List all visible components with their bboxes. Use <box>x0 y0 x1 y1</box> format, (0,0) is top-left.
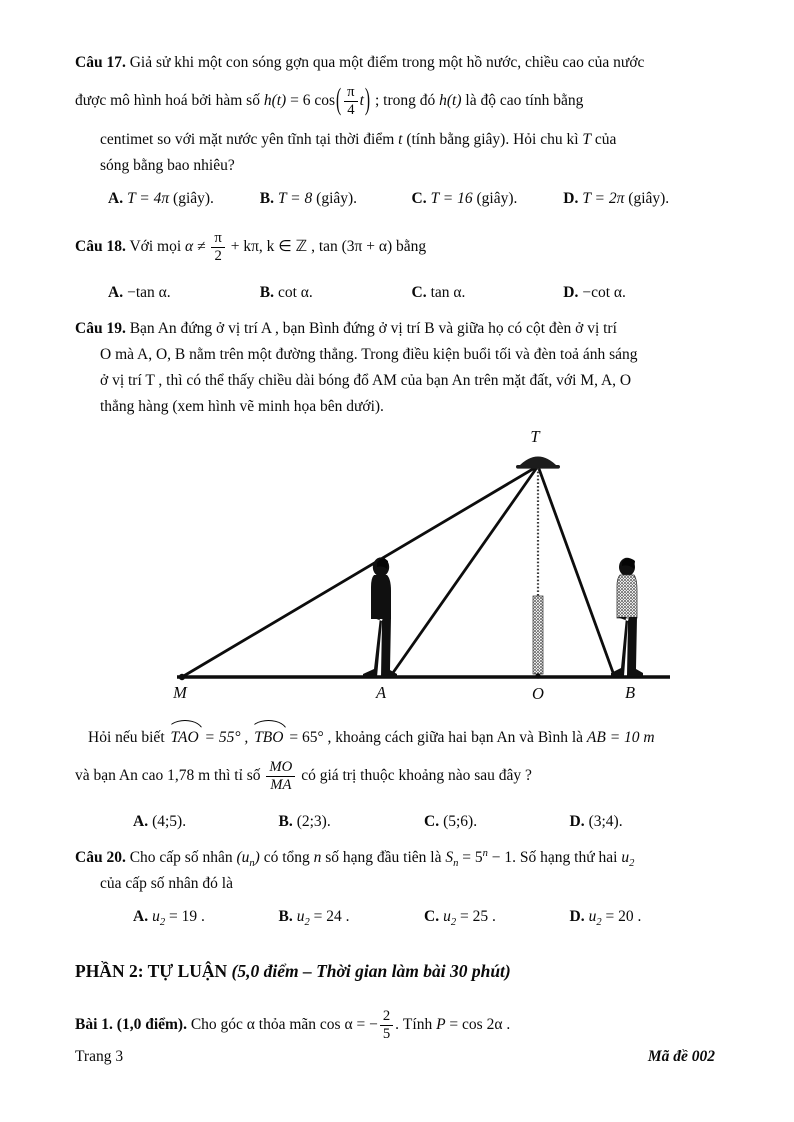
answer-option-b: B. (2;3). <box>278 812 331 830</box>
exam-code: Mã đề 002 <box>647 1048 715 1065</box>
part2-title: PHẦN 2: TỰ LUẬN <box>75 960 228 981</box>
point-O-dot <box>535 673 540 678</box>
q19-line4: thẳng hàng (xem hình vẽ minh họa bên dưới). <box>100 397 384 415</box>
answer-option-d: D. (3;4). <box>569 812 623 830</box>
angle-TBO: TBO <box>252 722 285 751</box>
fraction-pi-over-4: $\frac{\pi}{4}$ <box>344 84 357 119</box>
q17-line4: sóng bằng bao nhiêu? <box>100 156 235 174</box>
fraction-2-over-5: $\frac{2}{5}$ <box>380 1008 393 1043</box>
math-h-of-t: h(t) <box>263 92 287 110</box>
q18-label: Câu 18. <box>75 238 126 256</box>
question-20 <box>75 845 715 930</box>
question-19 <box>75 316 715 420</box>
answer-option-c: C. (5;6). <box>424 812 478 830</box>
page-footer <box>75 1044 715 1070</box>
fraction-MO-over-MA: $\frac{MO}{MA}$ <box>266 759 295 794</box>
q17-line1: Câu 17. Giả sử khi một con sóng gợn qua một điểm trong một hồ nước, chiều cao của nước <box>75 54 645 71</box>
math-h-of-t-2: h(t) <box>439 92 462 110</box>
answer-option-a: A. T = 4π (giây). <box>108 189 214 207</box>
question-18 <box>75 222 715 306</box>
answer-option-a: A. $u_2 = 19$ . <box>133 907 205 928</box>
label-O: O <box>532 683 544 703</box>
figure-lamp-diagram <box>135 426 715 720</box>
question-17 <box>75 50 715 212</box>
answer-option-c: C. T = 16 (giây). <box>411 189 518 207</box>
fraction-pi-over-2: $\frac{\pi}{2}$ <box>211 230 224 265</box>
page-number: Trang 3 <box>75 1048 124 1065</box>
q19-label: Câu 19. <box>75 319 126 337</box>
point-M-dot <box>179 674 185 680</box>
math-t: t <box>359 92 364 110</box>
person-an <box>363 557 397 677</box>
answer-option-d: D. T = 2π (giây). <box>563 189 670 207</box>
q20-answers <box>133 904 715 930</box>
q20-line1: Câu 20. Cho cấp số nhân $(u_n)$ có tổng n số hạng đầu tiên là $S_n = 5^n - 1$. Số hạng thứ hai $u_2$ <box>75 847 635 869</box>
q17-formula-line: được mô hình hoá bởi hàm số h(t) = 6 cos( $\frac{\pi}{4}$ t) ; trong đó h(t) là độ cao tính bằng <box>75 76 715 127</box>
q18-answers <box>108 280 715 306</box>
answer-option-b: B. T = 8 (giây). <box>259 189 358 207</box>
q19-line1: Câu 19. Bạn An đứng ở vị trí A , bạn Bình đứng ở vị trí B và giữa họ có cột đèn ở vị trí <box>75 319 617 337</box>
answer-option-b: B. cot α. <box>259 283 313 301</box>
q17-answers <box>108 186 715 212</box>
label-M: M <box>173 682 187 702</box>
lamp-pole-base <box>533 596 543 674</box>
q19-answers <box>133 809 715 835</box>
question-19-part2 <box>75 722 715 835</box>
label-A: A <box>375 682 387 702</box>
ray-M-T <box>182 466 538 677</box>
part2-subtitle: (5,0 điểm – Thời gian làm bài 30 phút) <box>227 960 511 981</box>
q19b-line1: Hỏi nếu biết TAO = 55° , TBO = 65° , khoảng cách giữa hai bạn An và Bình là AB = 10 m <box>75 722 715 751</box>
q20-line2: của cấp số nhân đó là <box>100 874 233 892</box>
q19-line2: O mà A, O, B nằm trên một đường thẳng. Trong điều kiện buổi tối và đèn toả ánh sáng <box>100 345 638 363</box>
q20-label: Câu 20. <box>75 848 126 866</box>
answer-option-b: B. $u_2 = 24$ . <box>278 907 350 928</box>
answer-option-a: A. −tan α. <box>108 283 171 301</box>
lamp-head-rim <box>516 465 560 469</box>
q19-line3: ở vị trí T , thì có thể thấy chiều dài bóng đổ AM của bạn An trên mặt đất, với M, A, O <box>100 371 632 389</box>
answer-option-c: C. $u_2 = 25$ . <box>424 907 496 928</box>
ray-B-T <box>538 466 615 678</box>
q17-label: Câu 17. <box>75 54 126 71</box>
b1-label: Bài 1. <box>75 1015 113 1033</box>
label-B: B <box>624 682 636 702</box>
paren-close: ) <box>364 83 371 118</box>
label-T: T <box>530 426 540 446</box>
lamp-shadow-figure <box>135 426 695 711</box>
angle-TAO: TAO <box>169 722 201 751</box>
paren-open: ( <box>336 83 342 118</box>
ray-A-T <box>390 466 538 677</box>
person-binh <box>611 558 643 676</box>
q17-line3: centimet so với mặt nước yên tĩnh tại thời điểm t (tính bằng giây). Hỏi chu kì T của <box>100 130 617 148</box>
problem-1: Bài 1. (1,0 điểm). Cho góc α thỏa mãn cos α = − $\frac{2}{5}$ . Tính P = cos 2α . <box>75 1007 511 1043</box>
part2-heading <box>75 956 715 986</box>
answer-option-a: A. (4;5). <box>133 812 187 830</box>
answer-option-d: D. −cot α. <box>563 283 626 301</box>
q18-line1: Câu 18. Với mọi α ≠ $\frac{\pi}{2}$ + kπ, k ∈ ℤ , tan (3π + α) bằng <box>75 229 427 265</box>
answer-option-d: D. $u_2 = 20$ . <box>569 907 642 928</box>
answer-option-c: C. tan α. <box>411 283 466 301</box>
q19b-line2: và bạn An cao 1,78 m thì tỉ số $\frac{MO}{MA}$ có giá trị thuộc khoảng nào sau đây ? <box>75 758 532 794</box>
